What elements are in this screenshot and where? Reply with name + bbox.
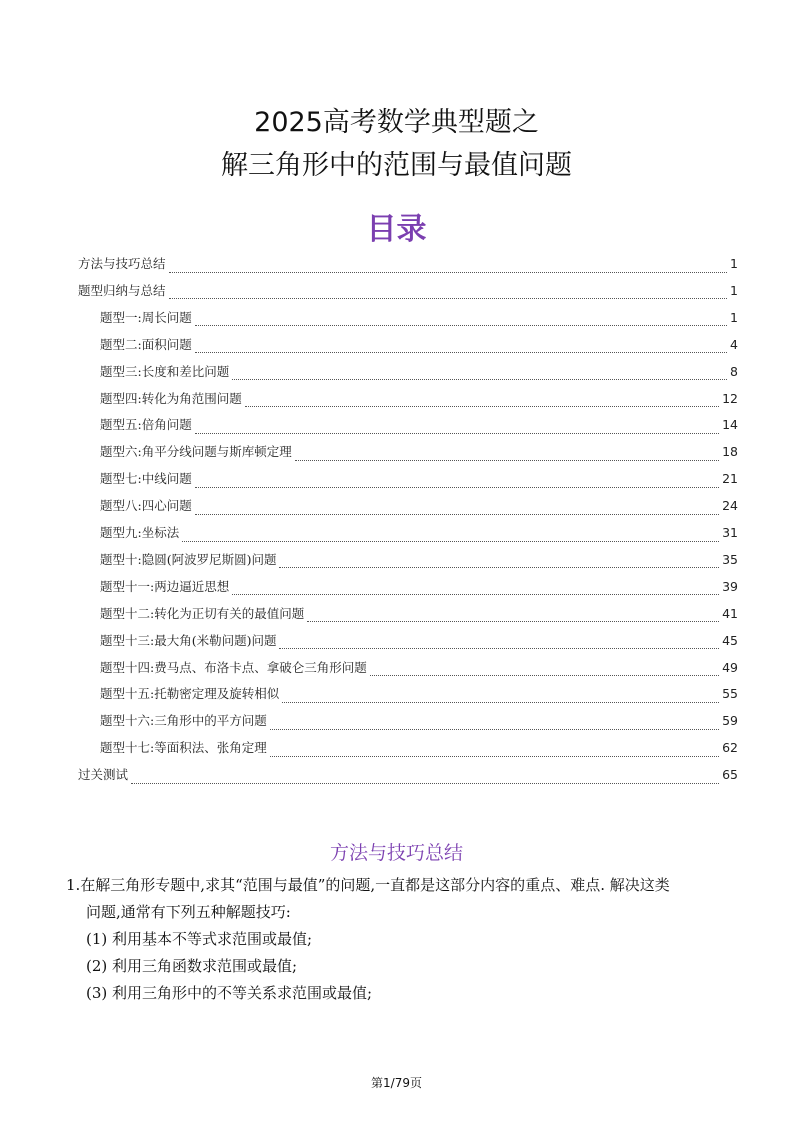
toc-entry-page: 24 bbox=[722, 498, 738, 514]
toc-entry-label: 题型五:倍角问题 bbox=[100, 417, 192, 433]
toc-leader-dots bbox=[270, 729, 719, 730]
toc-entry[interactable] bbox=[100, 684, 738, 710]
toc-entry-page: 59 bbox=[722, 713, 738, 729]
doc-title-line2: 解三角形中的范围与最值问题 bbox=[221, 150, 572, 181]
toc-entry[interactable] bbox=[100, 604, 738, 630]
toc-entry-page: 31 bbox=[722, 525, 738, 540]
toc-entry-page: 1 bbox=[730, 256, 738, 271]
toc-entry[interactable] bbox=[100, 442, 738, 468]
toc-entry-label: 方法与技巧总结 bbox=[78, 256, 166, 271]
toc-entry[interactable] bbox=[78, 765, 738, 791]
toc-heading: 目录 bbox=[366, 212, 427, 247]
toc-leader-dots bbox=[279, 648, 719, 649]
toc-entry-page: 41 bbox=[722, 605, 738, 621]
toc-leader-dots bbox=[169, 298, 728, 299]
toc-entry-label: 题型十七:等面积法、张角定理 bbox=[100, 740, 267, 756]
toc-entry-label: 题型十:隐圆(阿波罗尼斯圆)问题 bbox=[100, 551, 277, 567]
toc-entry-label: 题型十六:三角形中的平方问题 bbox=[100, 713, 267, 729]
toc-leader-dots bbox=[131, 783, 719, 784]
doc-title-line1: 2025高考数学典型题之 bbox=[254, 107, 539, 138]
toc-entry-label: 题型七:中线问题 bbox=[100, 471, 192, 487]
toc-entry-label: 题型十三:最大角(米勒问题)问题 bbox=[100, 632, 277, 648]
toc-entry[interactable] bbox=[100, 308, 738, 334]
toc-leader-dots bbox=[169, 272, 728, 273]
toc-entry[interactable] bbox=[100, 577, 738, 603]
toc-entry-page: 14 bbox=[722, 417, 738, 433]
toc-entry-label: 题型十五:托勒密定理及旋转相似 bbox=[100, 686, 280, 702]
toc-leader-dots bbox=[370, 675, 719, 676]
toc-leader-dots bbox=[270, 756, 719, 757]
item-1-line1: 1.在解三角形专题中,求其“范围与最值”的问题,一直都是这部分内容的重点、难点. 解决这类 bbox=[66, 876, 670, 894]
toc-entry[interactable] bbox=[100, 738, 738, 764]
toc-entry-label: 题型九:坐标法 bbox=[100, 525, 180, 540]
toc-leader-dots bbox=[232, 594, 719, 595]
toc-entry-page: 39 bbox=[722, 578, 738, 594]
toc-entry-page: 8 bbox=[730, 363, 738, 379]
toc-leader-dots bbox=[195, 352, 727, 353]
toc-entry-label: 题型归纳与总结 bbox=[78, 282, 166, 298]
toc-entry-page: 49 bbox=[722, 659, 738, 675]
toc-entry-page: 65 bbox=[722, 767, 738, 783]
toc-entry[interactable] bbox=[100, 523, 738, 549]
toc-entry-label: 题型八:四心问题 bbox=[100, 498, 192, 514]
toc-entry[interactable] bbox=[100, 415, 738, 441]
toc-entry[interactable] bbox=[100, 335, 738, 361]
toc-entry[interactable] bbox=[100, 550, 738, 576]
toc-entry-page: 12 bbox=[722, 390, 738, 406]
toc-leader-dots bbox=[232, 379, 727, 380]
toc-entry-page: 1 bbox=[730, 282, 738, 298]
section-heading: 方法与技巧总结 bbox=[329, 842, 463, 864]
toc-entry-label: 题型十四:费马点、布洛卡点、拿破仑三角形问题 bbox=[100, 659, 367, 675]
toc-entry-label: 题型一:周长问题 bbox=[100, 309, 192, 325]
toc-entry[interactable] bbox=[100, 711, 738, 737]
toc-entry-page: 21 bbox=[722, 471, 738, 487]
toc-entry-label: 题型四:转化为角范围问题 bbox=[100, 390, 242, 406]
toc-leader-dots bbox=[295, 460, 719, 461]
toc-entry[interactable] bbox=[78, 254, 738, 280]
toc-leader-dots bbox=[195, 433, 719, 434]
technique-1: (1) 利用基本不等式求范围或最值; bbox=[86, 930, 313, 948]
toc-entry[interactable] bbox=[100, 496, 738, 522]
toc-leader-dots bbox=[195, 325, 727, 326]
toc-leader-dots bbox=[195, 514, 719, 515]
toc-entry-page: 1 bbox=[730, 309, 738, 325]
technique-2: (2) 利用三角函数求范围或最值; bbox=[86, 957, 298, 975]
toc-leader-dots bbox=[282, 702, 719, 703]
section-body bbox=[66, 872, 736, 1007]
toc-entry[interactable] bbox=[100, 631, 738, 657]
item-1-line2: 问题,通常有下列五种解题技巧: bbox=[86, 903, 291, 921]
page-footer: 第1/79页 bbox=[371, 1076, 422, 1090]
toc-entry[interactable] bbox=[100, 362, 738, 388]
toc-entry[interactable] bbox=[100, 658, 738, 684]
toc-leader-dots bbox=[245, 406, 719, 407]
toc-entry-page: 35 bbox=[722, 551, 738, 567]
toc-entry-label: 题型二:面积问题 bbox=[100, 336, 192, 352]
toc-entry-page: 45 bbox=[722, 632, 738, 648]
toc-entry-page: 62 bbox=[722, 740, 738, 756]
toc-entry[interactable] bbox=[78, 281, 738, 307]
toc-leader-dots bbox=[307, 621, 719, 622]
toc-entry[interactable] bbox=[100, 469, 738, 495]
toc-entry-page: 55 bbox=[722, 686, 738, 702]
toc-entry-label: 题型十二:转化为正切有关的最值问题 bbox=[100, 605, 305, 621]
toc-entry[interactable] bbox=[100, 389, 738, 415]
toc-entry-label: 题型三:长度和差比问题 bbox=[100, 363, 230, 379]
toc-entry-page: 18 bbox=[722, 444, 738, 460]
toc-leader-dots bbox=[182, 541, 719, 542]
toc-entry-label: 题型十一:两边逼近思想 bbox=[100, 578, 230, 594]
toc-entry-label: 过关测试 bbox=[78, 767, 129, 783]
technique-3: (3) 利用三角形中的不等关系求范围或最值; bbox=[86, 984, 373, 1002]
toc-leader-dots bbox=[279, 567, 719, 568]
toc-entry-label: 题型六:角平分线问题与斯库顿定理 bbox=[100, 444, 292, 460]
toc-leader-dots bbox=[195, 487, 719, 488]
toc-entry-page: 4 bbox=[730, 336, 738, 352]
